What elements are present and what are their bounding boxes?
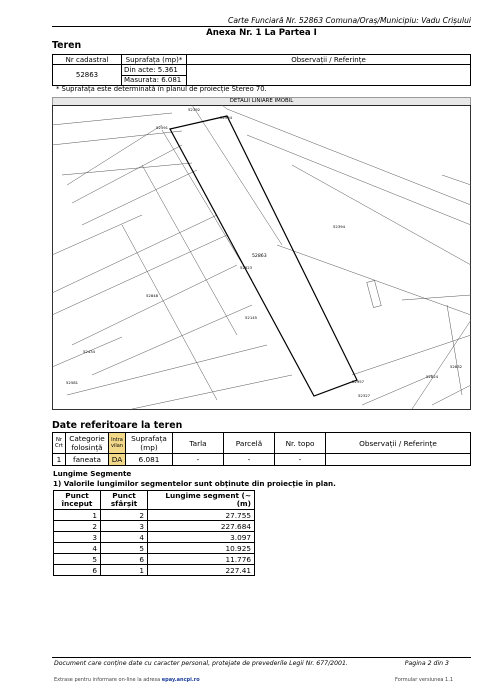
page-number: Pagina 2 din 3	[404, 660, 449, 667]
map-label-11: 52832	[450, 364, 463, 369]
segment-length: 11.776	[148, 554, 255, 565]
segment-length: 10.925	[148, 543, 255, 554]
col-nr-topo: Nr. topo	[275, 433, 326, 454]
segment-row	[54, 543, 255, 554]
col-suprafata: Suprafața (mp)	[126, 433, 173, 454]
teren-table-header	[53, 55, 471, 65]
epay-link[interactable]: epay.ancpi.ro	[161, 677, 200, 683]
lungime-subtitle: 1) Valorile lungimilor segmentelor sunt obținute din proiecție în plan.	[53, 479, 336, 488]
col-punct-sfarsit: Punct sfârșit	[101, 491, 148, 510]
segment-row	[54, 565, 255, 576]
date-teren-header	[53, 433, 471, 454]
extract-info	[54, 677, 200, 683]
row-nr-topo: -	[275, 454, 326, 466]
lungime-section-title: Lungime Segmente	[53, 469, 132, 478]
map-label-3: 52394	[333, 224, 346, 229]
col-categorie: Categorie folosință	[66, 433, 109, 454]
segment-end: 1	[101, 565, 148, 576]
projection-note: * Suprafața este determinată în planul de proiecție Stereo 70.	[56, 85, 267, 93]
map-label-2: 52392	[188, 107, 201, 112]
nr-cadastral-value: 52863	[53, 65, 122, 86]
col-punct-inceput: Punct început	[54, 491, 101, 510]
segment-start: 6	[54, 565, 101, 576]
row-intravilan: DA	[109, 454, 126, 466]
privacy-disclaimer: Document care conține date cu caracter personal, protejate de prevederile Legii Nr. 677/2001.	[54, 660, 348, 667]
footer-divider	[52, 657, 471, 658]
map-label-10: 52824	[426, 374, 439, 379]
suprafata-masurata: Masurata: 6.081	[124, 75, 182, 84]
segments-table	[53, 490, 255, 576]
suprafata-din-acte: Din acte: 5.361	[122, 66, 186, 76]
segment-end: 5	[101, 543, 148, 554]
col-suprafata: Suprafața (mp)*	[122, 55, 187, 65]
segment-end: 3	[101, 521, 148, 532]
col-lungime: Lungime segment (∼ (m)	[148, 491, 255, 510]
date-teren-table	[52, 432, 471, 466]
segment-length: 227.41	[148, 565, 255, 576]
col-tarla: Tarla	[173, 433, 224, 454]
teren-table-row	[53, 65, 471, 86]
col-parcela: Parcelă	[224, 433, 275, 454]
date-teren-section-title: Date referitoare la teren	[52, 420, 183, 431]
parcel-label: 52863	[252, 254, 267, 259]
map-label-4: 52848	[146, 293, 159, 298]
suprafata-value	[122, 65, 187, 86]
segment-start: 4	[54, 543, 101, 554]
teren-table	[52, 54, 471, 86]
date-teren-row	[53, 454, 471, 466]
annex-title: Anexa Nr. 1 La Partea I	[206, 28, 317, 38]
col-observatii: Observații / Referințe	[326, 433, 471, 454]
segment-length: 27.755	[148, 510, 255, 521]
cadastral-map	[52, 105, 471, 410]
col-nr-crt: Nr Crt	[53, 433, 66, 454]
map-label-9: 52327	[358, 393, 371, 398]
map-label-6: 52145	[245, 315, 258, 320]
extract-prefix: Extrase pentru informare on-line la adresa	[54, 677, 162, 683]
col-observatii: Observații / Referințe	[187, 55, 471, 65]
map-label-12: 52964	[220, 115, 233, 120]
map-title: DETALII LINIARE IMOBIL	[52, 97, 471, 106]
segment-row	[54, 554, 255, 565]
row-observatii	[326, 454, 471, 466]
teren-section-title: Teren	[52, 40, 82, 51]
document-header-title: Carte Funciară Nr. 52863 Comuna/Oraș/Municipiu: Vadu Crișului	[228, 16, 471, 25]
segment-end: 6	[101, 554, 148, 565]
row-suprafata: 6.081	[126, 454, 173, 466]
header-divider	[52, 26, 471, 27]
row-categorie: faneata	[66, 454, 109, 466]
col-intravilan: Intra vilan	[109, 433, 126, 454]
map-label-5: 52823	[240, 265, 253, 270]
segment-start: 1	[54, 510, 101, 521]
form-version: Formular versiunea 1.1	[395, 677, 453, 683]
segment-length: 3.097	[148, 532, 255, 543]
map-label-7: 52434	[83, 349, 96, 354]
col-nr-cadastral: Nr cadastral	[53, 55, 122, 65]
segment-start: 2	[54, 521, 101, 532]
segment-end: 2	[101, 510, 148, 521]
segment-end: 4	[101, 532, 148, 543]
segment-length: 227.684	[148, 521, 255, 532]
segment-row	[54, 510, 255, 521]
segments-header	[54, 491, 255, 510]
segment-row	[54, 521, 255, 532]
segment-start: 3	[54, 532, 101, 543]
segment-start: 5	[54, 554, 101, 565]
segment-row	[54, 532, 255, 543]
row-nr: 1	[53, 454, 66, 466]
map-label-1: 52591	[156, 125, 169, 130]
observatii-value	[187, 65, 471, 86]
map-label-8: 52581	[66, 380, 79, 385]
map-label-13: 52957	[352, 379, 365, 384]
row-tarla: -	[173, 454, 224, 466]
row-parcela: -	[224, 454, 275, 466]
